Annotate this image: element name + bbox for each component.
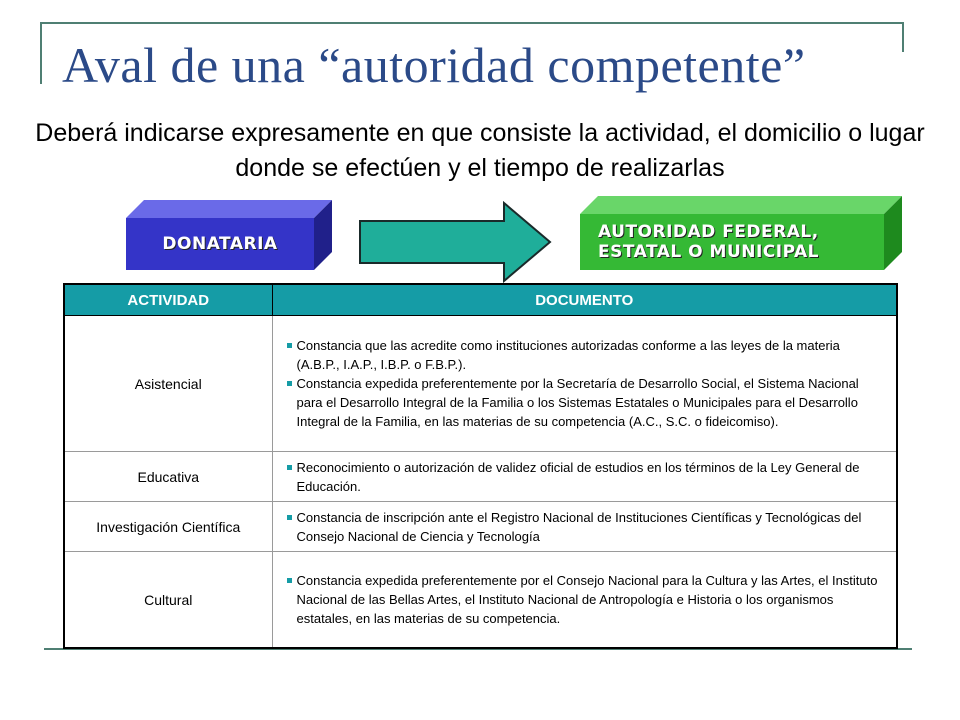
activity-cell: Investigación Científica xyxy=(64,502,272,552)
frame-top-line xyxy=(40,22,904,24)
table-row xyxy=(64,552,897,649)
frame-right-line xyxy=(902,22,904,52)
activity-cell: Asistencial xyxy=(64,316,272,452)
table-row xyxy=(64,452,897,502)
document-cell xyxy=(272,502,897,552)
activity-cell: Educativa xyxy=(64,452,272,502)
frame-left-line xyxy=(40,22,42,84)
document-item: Constancia expedida preferentemente por la Secretaría de Desarrollo Social, el Sistema Nacional para el Desarrollo Integral de la Familia o los Sistemas Estatales o Municipales para el Desarrollo Integral de la Familia, en las materias de su competencia (A.C., S.C. o fideicomiso). xyxy=(287,374,887,431)
header-document: DOCUMENTO xyxy=(272,284,897,316)
autoridad-box xyxy=(580,196,902,270)
table-row xyxy=(64,316,897,452)
document-cell xyxy=(272,552,897,649)
document-item: Constancia que las acredite como instituciones autorizadas conforme a las leyes de la materia (A.B.P., I.A.P., I.B.P. o F.B.P.). xyxy=(287,336,887,374)
document-cell xyxy=(272,452,897,502)
activity-document-table xyxy=(63,283,898,649)
activity-cell: Cultural xyxy=(64,552,272,649)
autoridad-label-line2: ESTATAL O MUNICIPAL xyxy=(598,242,819,262)
subtitle: Deberá indicarse expresamente en que consiste la actividad, el domicilio o lugar donde se efectúen y el tiempo de realizarlas xyxy=(35,119,925,182)
document-cell xyxy=(272,316,897,452)
document-item: Constancia de inscripción ante el Registro Nacional de Instituciones Científicas y Tecnológicas del Consejo Nacional de Ciencia y Tecnología xyxy=(287,508,887,546)
header-activity: ACTIVIDAD xyxy=(64,284,272,316)
table-row xyxy=(64,502,897,552)
donataria-box xyxy=(126,200,332,270)
donataria-label: DONATARIA xyxy=(162,234,278,254)
right-arrow-icon xyxy=(358,201,554,283)
document-item: Reconocimiento o autorización de validez oficial de estudios en los términos de la Ley General de Educación. xyxy=(287,458,887,496)
page-title: Aval de una “autoridad competente” xyxy=(62,37,806,93)
document-item: Constancia expedida preferentemente por el Consejo Nacional para la Cultura y las Artes, el Instituto Nacional de las Bellas Artes, el Instituto Nacional de Antropología e Historia o los organismos estatales, en las materias de su competencia. xyxy=(287,571,887,628)
autoridad-label-line1: AUTORIDAD FEDERAL, xyxy=(598,222,819,242)
